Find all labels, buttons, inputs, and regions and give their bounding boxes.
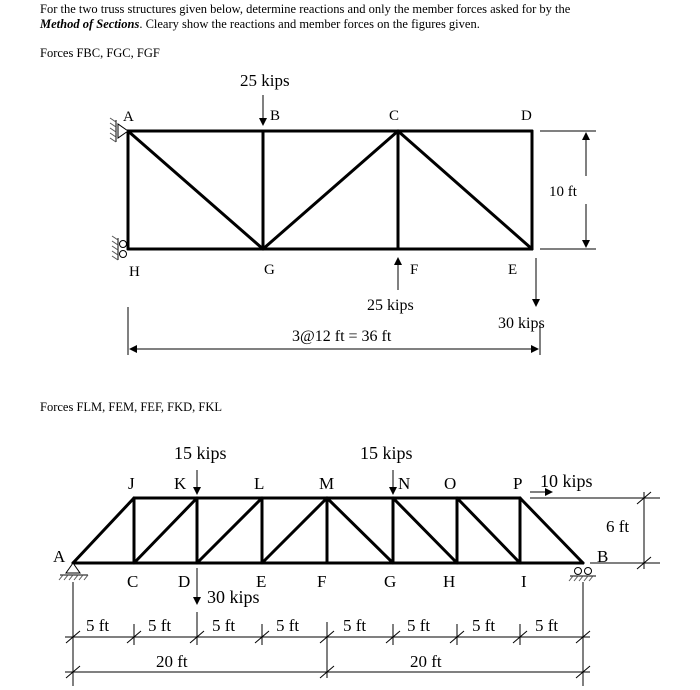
truss1-node-G: G [264,262,275,278]
truss2-node-L: L [254,474,265,493]
truss2-panel-dimension [65,582,590,686]
truss1-node-A: A [123,109,134,125]
truss2 [53,443,660,686]
truss1-forces-label: Forces FBC, FGC, FGF [40,46,160,60]
problem-line-1: For the two truss structures given below, determine reactions and only the member forces asked for by the [40,2,571,16]
panel-dim-6: 5 ft [407,616,431,635]
truss2-node-N: N [398,474,411,493]
truss2-height-dim: 6 ft [606,517,630,536]
truss1-node-H: H [129,264,140,280]
half-dim-right: 20 ft [410,652,442,671]
problem-line-2-tail: . Cleary show the reactions and member forces on the figures given. [139,17,480,31]
member-CE [398,131,532,249]
truss2-node-K: K [174,474,187,493]
truss2-node-I: I [521,572,527,591]
member-CK [134,498,197,563]
truss1-node-D: D [521,108,532,124]
truss2-node-F: F [317,572,327,591]
truss2-node-B: B [597,547,609,566]
member-OI [457,498,520,563]
truss2-node-O: O [444,474,457,493]
truss1-load-B: 25 kips [240,71,290,90]
member-EM [262,498,327,563]
truss1-members [128,131,532,249]
member-PB [520,498,583,563]
panel-dim-3: 5 ft [212,616,236,635]
member-AJ [73,498,134,563]
truss1-node-C: C [389,108,400,124]
truss2-node-P: P [513,474,523,493]
truss1-node-F: F [410,262,419,278]
truss2-load-D: 30 kips [207,587,260,607]
member-AG [128,131,263,249]
truss2-node-G: G [384,572,397,591]
truss2-load-N: 15 kips [360,443,413,463]
panel-dim-5: 5 ft [343,616,367,635]
half-dim-left: 20 ft [156,652,188,671]
truss2-node-C: C [127,572,139,591]
roller-support-B2 [569,568,596,582]
panel-dim-1: 5 ft [86,616,110,635]
member-NH [393,498,457,563]
panel-dim-2: 5 ft [148,616,172,635]
truss1-node-E: E [508,262,518,278]
panel-dim-7: 5 ft [472,616,496,635]
panel-dim-8: 5 ft [535,616,559,635]
truss2-forces-label: Forces FLM, FEM, FEF, FKD, FKL [40,400,223,414]
truss2-node-D: D [178,572,191,591]
truss2-node-J: J [128,474,135,493]
member-DL [197,498,262,563]
truss2-load-K: 15 kips [174,443,227,463]
member-GC [263,131,398,249]
truss1-load-F: 25 kips [367,297,414,314]
truss2-node-E: E [256,572,267,591]
truss2-members [73,498,583,563]
truss1-load-E: 30 kips [498,315,545,332]
truss1-span-dim: 3@12 ft = 36 ft [292,328,392,345]
truss1 [110,71,596,355]
member-MG [327,498,393,563]
truss2-load-P: 10 kips [540,471,593,491]
truss2-node-M: M [319,474,335,493]
method-emphasis: Method of Sections [40,17,140,31]
truss1-height-dim: 10 ft [549,184,577,200]
truss2-node-A: A [53,547,66,566]
truss1-node-B: B [270,108,281,124]
truss2-node-H: H [443,572,456,591]
panel-dim-4: 5 ft [276,616,300,635]
roller-support-H [112,236,127,260]
